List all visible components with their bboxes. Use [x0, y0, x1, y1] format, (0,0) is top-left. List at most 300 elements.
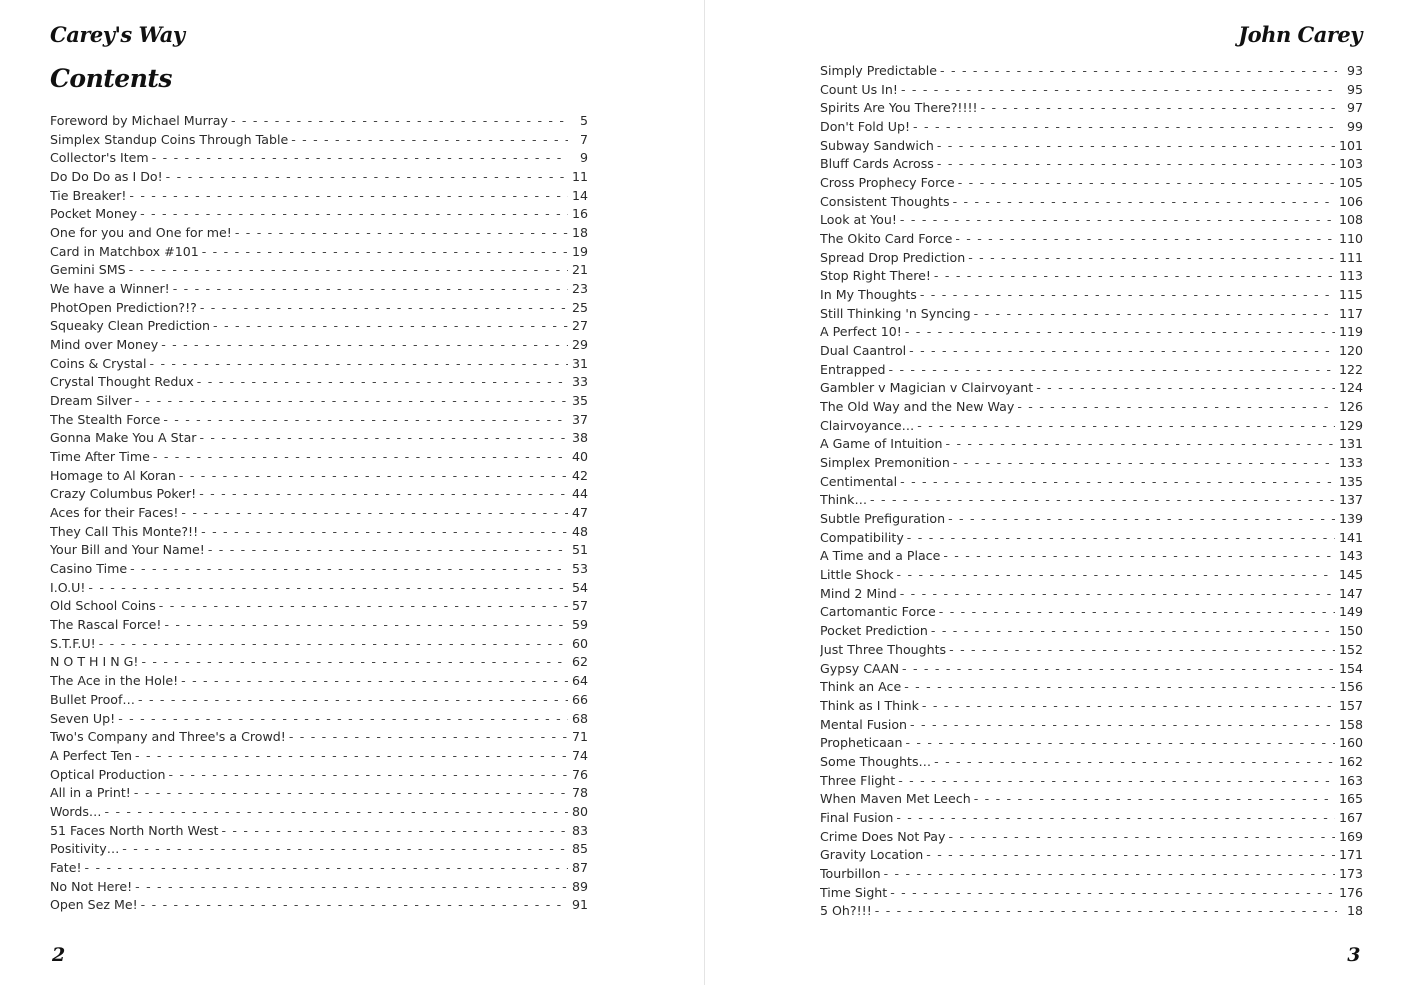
toc-entry-page: 173 — [1338, 865, 1363, 881]
toc-dot-leader — [974, 305, 1335, 324]
toc-dot-leader — [202, 243, 568, 262]
toc-dot-leader — [221, 822, 567, 841]
toc-entry-title: Consistent Thoughts — [820, 193, 950, 209]
toc-entry — [50, 299, 588, 318]
toc-dot-leader — [199, 429, 567, 448]
toc-entry-page: 60 — [571, 635, 588, 651]
toc-entry-page: 147 — [1338, 585, 1363, 601]
toc-entry-title: Propheticaan — [820, 735, 903, 751]
toc-entry-title: Bluff Cards Across — [820, 156, 934, 172]
toc-entry — [50, 261, 588, 280]
toc-entry-title: Time Sight — [820, 884, 888, 900]
toc-entry-title: S.T.F.U! — [50, 635, 96, 651]
toc-list-left — [50, 112, 588, 915]
toc-entry — [820, 137, 1363, 156]
toc-entry-page: 154 — [1338, 660, 1363, 676]
toc-entry-page: 99 — [1346, 119, 1363, 135]
toc-entry-page: 38 — [571, 430, 588, 446]
toc-entry-title: Don't Fold Up! — [820, 119, 911, 135]
toc-entry — [820, 585, 1363, 604]
toc-entry — [820, 491, 1363, 510]
toc-entry-title: Casino Time — [50, 561, 128, 577]
toc-entry — [820, 678, 1363, 697]
toc-dot-leader — [898, 772, 1335, 791]
toc-entry — [820, 305, 1363, 324]
toc-entry-page: 167 — [1338, 809, 1363, 825]
toc-entry-title: Pocket Prediction — [820, 623, 928, 639]
toc-entry — [820, 193, 1363, 212]
toc-entry-page: 152 — [1338, 641, 1363, 657]
toc-entry — [820, 454, 1363, 473]
toc-entry-title: Open Sez Me! — [50, 897, 138, 913]
toc-entry-title: The Okito Card Force — [820, 231, 953, 247]
toc-entry — [820, 697, 1363, 716]
toc-entry-page: 53 — [571, 561, 588, 577]
toc-dot-leader — [201, 523, 568, 542]
toc-entry — [820, 323, 1363, 342]
toc-dot-leader — [953, 193, 1335, 212]
toc-entry-title: A Time and a Place — [820, 548, 941, 564]
toc-dot-leader — [122, 840, 568, 859]
toc-entry — [50, 560, 588, 579]
toc-entry-title: Positivity… — [50, 841, 120, 857]
toc-entry-title: No Not Here! — [50, 878, 133, 894]
toc-entry-title: Coins & Crystal — [50, 355, 147, 371]
toc-entry-page: 117 — [1338, 305, 1363, 321]
toc-entry-page: 7 — [579, 131, 588, 147]
toc-entry — [820, 547, 1363, 566]
toc-entry-title: Stop Right There! — [820, 268, 931, 284]
toc-dot-leader — [208, 541, 568, 560]
toc-entry-page: 135 — [1338, 473, 1363, 489]
toc-entry — [50, 653, 588, 672]
toc-dot-leader — [931, 622, 1335, 641]
toc-entry-title: Pocket Money — [50, 206, 138, 222]
toc-entry-page: 25 — [571, 299, 588, 315]
toc-dot-leader — [141, 896, 568, 915]
toc-entry — [50, 224, 588, 243]
toc-entry — [820, 846, 1363, 865]
toc-entry — [50, 728, 588, 747]
toc-entry-page: 115 — [1338, 287, 1363, 303]
toc-entry-title: Gemini SMS — [50, 262, 126, 278]
toc-dot-leader — [235, 224, 568, 243]
toc-entry-page: 131 — [1338, 436, 1363, 452]
toc-entry-title: Three Flight — [820, 772, 896, 788]
toc-dot-leader — [953, 454, 1335, 473]
toc-entry — [820, 622, 1363, 641]
toc-entry — [820, 286, 1363, 305]
toc-dot-leader — [937, 155, 1335, 174]
toc-entry — [820, 211, 1363, 230]
toc-entry — [820, 902, 1363, 921]
toc-entry-page: 171 — [1338, 847, 1363, 863]
toc-dot-leader — [118, 710, 568, 729]
toc-dot-leader — [904, 678, 1335, 697]
toc-entry-page: 37 — [571, 411, 588, 427]
toc-entry-page: 103 — [1338, 156, 1363, 172]
toc-entry — [820, 510, 1363, 529]
toc-entry-page: 163 — [1338, 772, 1363, 788]
toc-entry-page: 162 — [1338, 753, 1363, 769]
toc-entry-title: Still Thinking 'n Syncing — [820, 305, 971, 321]
toc-dot-leader — [926, 846, 1335, 865]
toc-dot-leader — [129, 261, 568, 280]
toc-dot-leader — [949, 641, 1335, 660]
toc-entry-page: 16 — [571, 206, 588, 222]
toc-dot-leader — [140, 205, 568, 224]
toc-entry — [50, 355, 588, 374]
toc-dot-leader — [166, 168, 568, 187]
toc-entry-page: 122 — [1338, 361, 1363, 377]
toc-dot-leader — [900, 211, 1335, 230]
toc-entry-page: 133 — [1338, 455, 1363, 471]
toc-dot-leader — [900, 585, 1335, 604]
toc-entry-page: 64 — [571, 673, 588, 689]
toc-entry-page: 149 — [1338, 604, 1363, 620]
toc-entry — [820, 529, 1363, 548]
toc-entry-page: 74 — [571, 747, 588, 763]
toc-entry — [50, 411, 588, 430]
toc-entry-page: 126 — [1338, 399, 1363, 415]
toc-entry-title: Simply Predictable — [820, 63, 938, 78]
toc-entry-page: 14 — [571, 187, 588, 203]
toc-entry — [50, 485, 588, 504]
toc-dot-leader — [890, 884, 1335, 903]
toc-entry-page: 110 — [1338, 231, 1363, 247]
toc-entry-title: Centimental — [820, 473, 898, 489]
toc-entry — [50, 149, 588, 168]
toc-entry-page: 145 — [1338, 567, 1363, 583]
toc-entry-title: When Maven Met Leech — [820, 791, 971, 807]
toc-entry — [50, 280, 588, 299]
toc-entry — [820, 249, 1363, 268]
toc-entry-title: PhotOpen Prediction?!? — [50, 299, 197, 315]
toc-entry — [50, 878, 588, 897]
page-number-right: 3 — [1347, 944, 1360, 966]
toc-entry-page: 129 — [1338, 417, 1363, 433]
toc-entry-title: Foreword by Michael Murray — [50, 113, 228, 128]
toc-dot-leader — [231, 112, 568, 131]
toc-entry-page: 111 — [1338, 249, 1363, 265]
toc-entry-title: Crazy Columbus Poker! — [50, 486, 197, 502]
toc-dot-leader — [291, 131, 568, 150]
toc-entry-title: Entrapped — [820, 361, 886, 377]
toc-dot-leader — [981, 99, 1337, 118]
toc-entry — [820, 660, 1363, 679]
toc-entry-page: 48 — [571, 523, 588, 539]
toc-entry-page: 158 — [1338, 716, 1363, 732]
toc-dot-leader — [889, 361, 1335, 380]
toc-dot-leader — [968, 249, 1335, 268]
toc-entry-title: Gambler v Magician v Clairvoyant — [820, 380, 1034, 396]
toc-entry-title: Simplex Premonition — [820, 455, 950, 471]
toc-entry — [820, 379, 1363, 398]
toc-entry — [50, 112, 588, 131]
toc-entry — [50, 523, 588, 542]
toc-dot-leader — [884, 865, 1335, 884]
toc-entry-page: 18 — [571, 225, 588, 241]
toc-dot-leader — [901, 81, 1337, 100]
toc-entry — [50, 168, 588, 187]
toc-entry-title: One for you and One for me! — [50, 225, 232, 241]
toc-entry-title: Collector's Item — [50, 150, 149, 166]
toc-entry-page: 21 — [571, 262, 588, 278]
toc-entry — [820, 828, 1363, 847]
toc-entry — [50, 429, 588, 448]
toc-entry-title: Spread Drop Prediction — [820, 249, 966, 265]
toc-entry-title: In My Thoughts — [820, 287, 917, 303]
right-page — [705, 0, 1408, 985]
toc-entry-page: 93 — [1346, 63, 1363, 78]
toc-dot-leader — [159, 597, 568, 616]
toc-entry — [50, 859, 588, 878]
toc-entry — [820, 753, 1363, 772]
toc-entry-title: Cross Prophecy Force — [820, 175, 955, 191]
toc-entry — [820, 99, 1363, 118]
toc-entry-title: Tourbillon — [820, 865, 881, 881]
toc-entry-title: Subtle Prefiguration — [820, 511, 946, 527]
toc-entry — [820, 267, 1363, 286]
toc-entry-title: Clairvoyance… — [820, 417, 915, 433]
toc-entry-title: Cartomantic Force — [820, 604, 936, 620]
toc-dot-leader — [948, 510, 1335, 529]
toc-entry-title: N O T H I N G! — [50, 654, 139, 670]
toc-entry-page: 156 — [1338, 679, 1363, 695]
toc-entry-page: 57 — [571, 598, 588, 614]
toc-entry — [820, 884, 1363, 903]
toc-entry-title: Seven Up! — [50, 710, 116, 726]
toc-entry-page: 169 — [1338, 828, 1363, 844]
toc-dot-leader — [1036, 379, 1335, 398]
toc-dot-leader — [134, 784, 568, 803]
toc-entry — [50, 541, 588, 560]
toc-entry-page: 83 — [571, 822, 588, 838]
toc-entry-title: A Perfect 10! — [820, 324, 902, 340]
toc-entry-title: Think… — [820, 492, 868, 508]
toc-dot-leader — [897, 566, 1335, 585]
toc-entry-page: 87 — [571, 859, 588, 875]
toc-entry-page: 108 — [1338, 212, 1363, 228]
toc-dot-leader — [896, 809, 1335, 828]
toc-dot-leader — [130, 560, 568, 579]
toc-entry-title: Words… — [50, 803, 102, 819]
toc-entry — [50, 616, 588, 635]
toc-entry-title: Optical Production — [50, 766, 166, 782]
toc-entry-page: 80 — [571, 803, 588, 819]
toc-entry-title: Mental Fusion — [820, 716, 908, 732]
toc-entry-page: 59 — [571, 617, 588, 633]
toc-entry-page: 23 — [571, 281, 588, 297]
toc-entry-page: 120 — [1338, 343, 1363, 359]
toc-entry-page: 91 — [571, 897, 588, 913]
toc-entry-title: 51 Faces North North West — [50, 822, 219, 838]
toc-dot-leader — [917, 417, 1335, 436]
toc-entry-page: 35 — [571, 393, 588, 409]
toc-entry-page: 40 — [571, 449, 588, 465]
toc-entry-page: 42 — [571, 467, 588, 483]
toc-entry-page: 165 — [1338, 791, 1363, 807]
toc-entry — [50, 205, 588, 224]
toc-dot-leader — [135, 878, 568, 897]
toc-dot-leader — [164, 616, 568, 635]
toc-entry-title: A Game of Intuition — [820, 436, 943, 452]
toc-dot-leader — [135, 392, 568, 411]
toc-dot-leader — [181, 504, 568, 523]
toc-entry — [50, 896, 588, 915]
toc-entry — [820, 361, 1363, 380]
toc-entry-title: The Ace in the Hole! — [50, 673, 179, 689]
toc-entry-title: Squeaky Clean Prediction — [50, 318, 211, 334]
toc-entry — [50, 597, 588, 616]
toc-dot-leader — [940, 62, 1337, 81]
toc-dot-leader — [105, 803, 568, 822]
toc-dot-leader — [213, 317, 568, 336]
toc-entry-title: Mind over Money — [50, 337, 159, 353]
toc-entry-page: 141 — [1338, 529, 1363, 545]
toc-dot-leader — [955, 230, 1335, 249]
toc-dot-leader — [934, 267, 1335, 286]
toc-dot-leader — [200, 299, 568, 318]
toc-dot-leader — [937, 137, 1335, 156]
toc-entry-title: Crystal Thought Redux — [50, 374, 194, 390]
toc-entry-page: 29 — [571, 337, 588, 353]
toc-entry-page: 44 — [571, 486, 588, 502]
toc-dot-leader — [946, 435, 1335, 454]
toc-dot-leader — [141, 653, 568, 672]
toc-entry-page: 95 — [1346, 81, 1363, 97]
toc-entry — [50, 243, 588, 262]
toc-entry-page: 124 — [1338, 380, 1363, 396]
toc-entry-page: 31 — [571, 355, 588, 371]
toc-entry-title: Think as I Think — [820, 697, 919, 713]
toc-entry-page: 139 — [1338, 511, 1363, 527]
toc-entry — [820, 603, 1363, 622]
toc-entry-title: They Call This Monte?!! — [50, 523, 199, 539]
toc-entry-title: Two's Company and Three's a Crowd! — [50, 729, 286, 745]
toc-entry-title: Simplex Standup Coins Through Table — [50, 131, 289, 147]
toc-entry-title: Compatibility — [820, 529, 904, 545]
toc-entry-title: Spirits Are You There?!!!! — [820, 100, 978, 116]
toc-entry-page: 18 — [1346, 903, 1363, 919]
toc-entry — [50, 766, 588, 785]
toc-dot-leader — [913, 118, 1337, 137]
toc-entry-page: 78 — [571, 785, 588, 801]
toc-entry-title: Do Do Do as I Do! — [50, 169, 163, 185]
toc-dot-leader — [153, 448, 568, 467]
toc-entry — [50, 840, 588, 859]
toc-dot-leader — [900, 473, 1335, 492]
toc-entry-title: Dual Caantrol — [820, 343, 907, 359]
toc-entry-page: 68 — [571, 710, 588, 726]
toc-entry — [820, 174, 1363, 193]
toc-entry-page: 33 — [571, 374, 588, 390]
toc-entry-page: 71 — [571, 729, 588, 745]
toc-entry-title: Gonna Make You A Star — [50, 430, 197, 446]
toc-entry — [50, 579, 588, 598]
toc-entry-title: Mind 2 Mind — [820, 585, 897, 601]
toc-entry — [50, 822, 588, 841]
toc-entry-page: 105 — [1338, 175, 1363, 191]
toc-entry-title: We have a Winner! — [50, 281, 170, 297]
toc-entry-title: A Perfect Ten — [50, 747, 133, 763]
toc-entry-title: Homage to Al Koran — [50, 467, 176, 483]
toc-entry — [50, 672, 588, 691]
toc-entry-title: Fate! — [50, 859, 82, 875]
running-head-left: Carey's Way — [50, 22, 185, 47]
toc-dot-leader — [1017, 398, 1335, 417]
toc-entry-title: 5 Oh?!!! — [820, 903, 872, 919]
toc-entry — [820, 230, 1363, 249]
toc-dot-leader — [909, 342, 1335, 361]
toc-entry-page: 150 — [1338, 623, 1363, 639]
page-number-left: 2 — [52, 944, 65, 966]
toc-dot-leader — [910, 716, 1335, 735]
toc-entry — [820, 734, 1363, 753]
toc-entry-page: 101 — [1338, 137, 1363, 153]
toc-entry-title: Bullet Proof… — [50, 691, 136, 707]
toc-entry-page: 11 — [571, 169, 588, 185]
toc-entry-page: 89 — [571, 878, 588, 894]
toc-entry — [50, 691, 588, 710]
toc-dot-leader — [169, 766, 568, 785]
toc-entry-title: Crime Does Not Pay — [820, 828, 946, 844]
toc-entry — [820, 81, 1363, 100]
toc-entry-title: Gypsy CAAN — [820, 660, 900, 676]
toc-dot-leader — [939, 603, 1335, 622]
toc-entry-page: 54 — [571, 579, 588, 595]
toc-entry-page: 66 — [571, 691, 588, 707]
toc-list-right — [820, 62, 1363, 921]
toc-entry-title: All in a Print! — [50, 785, 131, 801]
toc-dot-leader — [289, 728, 568, 747]
toc-entry — [820, 716, 1363, 735]
toc-entry — [50, 187, 588, 206]
toc-entry — [820, 62, 1363, 81]
toc-entry-page: 9 — [579, 150, 588, 166]
toc-entry-title: Count Us In! — [820, 81, 898, 97]
toc-dot-leader — [85, 859, 568, 878]
toc-entry-page: 51 — [571, 542, 588, 558]
toc-dot-leader — [88, 579, 568, 598]
toc-entry-title: Think an Ace — [820, 679, 902, 695]
toc-entry-title: Just Three Thoughts — [820, 641, 947, 657]
toc-dot-leader — [161, 336, 568, 355]
toc-dot-leader — [173, 280, 568, 299]
toc-entry — [50, 392, 588, 411]
toc-entry — [50, 635, 588, 654]
toc-entry-page: 76 — [571, 766, 588, 782]
toc-entry-page: 119 — [1338, 324, 1363, 340]
toc-entry-page: 27 — [571, 318, 588, 334]
toc-entry — [820, 155, 1363, 174]
toc-entry-title: Your Bill and Your Name! — [50, 542, 205, 558]
toc-entry-page: 5 — [579, 113, 588, 128]
toc-entry — [50, 504, 588, 523]
toc-entry — [820, 398, 1363, 417]
toc-dot-leader — [920, 286, 1335, 305]
toc-entry — [820, 641, 1363, 660]
toc-entry — [50, 467, 588, 486]
toc-entry — [820, 473, 1363, 492]
toc-entry-title: Dream Silver — [50, 393, 132, 409]
toc-entry — [50, 747, 588, 766]
toc-entry — [820, 342, 1363, 361]
toc-dot-leader — [905, 734, 1334, 753]
toc-entry — [820, 118, 1363, 137]
toc-dot-leader — [922, 697, 1335, 716]
toc-dot-leader — [129, 187, 568, 206]
